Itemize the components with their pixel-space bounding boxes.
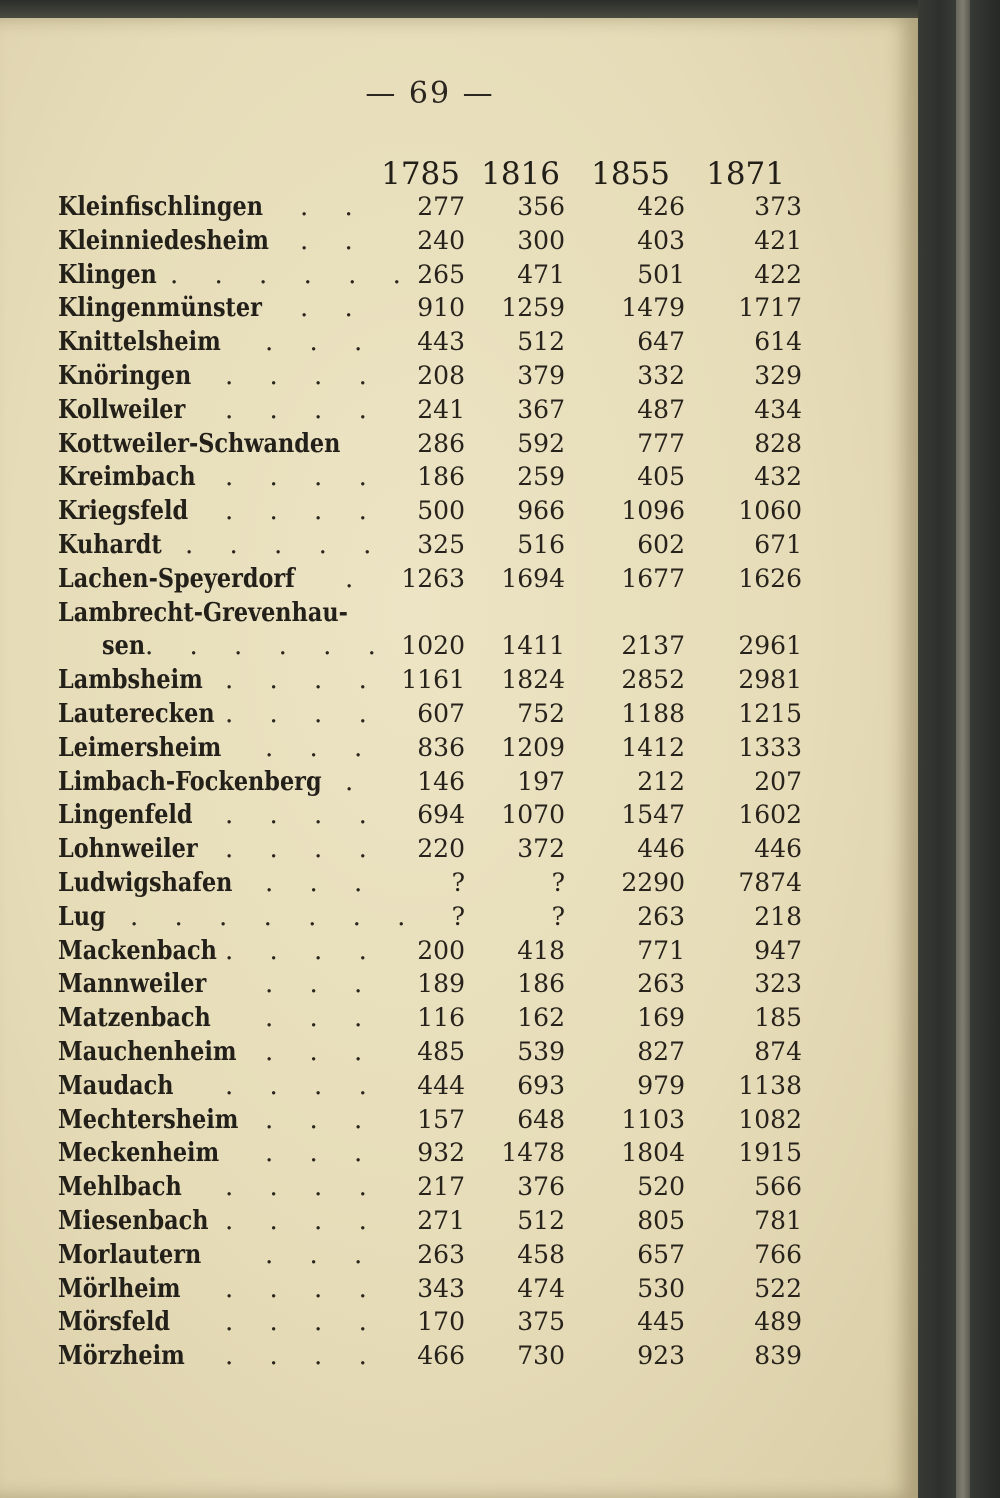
population-value-1785: 271 xyxy=(417,1205,465,1235)
table-row xyxy=(0,1001,918,1035)
population-value-1816: 512 xyxy=(517,327,565,357)
population-value-1785: 277 xyxy=(417,192,465,221)
place-name: Maudach xyxy=(58,1070,174,1101)
population-value-1816: 375 xyxy=(517,1307,565,1337)
place-name: Matzenbach xyxy=(58,1003,211,1034)
population-value-1855: 979 xyxy=(637,1070,685,1100)
dot-leader: . . . . xyxy=(225,935,381,966)
dot-leader: . . . xyxy=(265,1138,377,1169)
dot-leader: . . . . xyxy=(225,1307,381,1338)
population-value-1871: 766 xyxy=(754,1239,802,1269)
population-value-1785: 157 xyxy=(417,1104,465,1134)
dot-leader: . xyxy=(345,766,368,797)
population-value-1855: 923 xyxy=(637,1341,685,1371)
table-row xyxy=(0,427,918,461)
table-row xyxy=(0,697,918,731)
population-value-1855: 1096 xyxy=(621,496,685,526)
dot-leader: . . . . . xyxy=(185,529,386,560)
population-value-1871: 947 xyxy=(754,935,802,965)
place-name: Mehlbach xyxy=(58,1172,182,1203)
population-value-1816: 458 xyxy=(517,1239,565,1269)
place-name: Ludwigshafen xyxy=(58,867,233,898)
population-value-1816: 592 xyxy=(517,428,565,458)
population-value-1785: 910 xyxy=(417,293,465,323)
population-value-1816: 418 xyxy=(517,935,565,965)
place-name: Knöringen xyxy=(58,360,192,391)
dot-leader: . . xyxy=(300,293,367,324)
population-value-1855: 263 xyxy=(637,901,685,931)
place-name: Mörsfeld xyxy=(58,1307,171,1338)
dot-leader: . . xyxy=(300,225,367,256)
population-value-1785: 694 xyxy=(417,800,465,830)
population-value-1855: 1547 xyxy=(621,800,685,830)
table-row xyxy=(0,1204,918,1238)
population-value-1871: 1215 xyxy=(738,698,802,728)
place-name: Kollweiler xyxy=(58,394,186,425)
population-value-1855: 647 xyxy=(637,327,685,357)
population-value-1816: 1209 xyxy=(501,732,565,762)
place-name: Lambrecht-Grevenhau- xyxy=(58,597,348,628)
population-value-1785: 1263 xyxy=(401,563,465,593)
dot-leader: . . . xyxy=(265,1036,377,1067)
population-value-1871: 434 xyxy=(754,394,802,424)
population-value-1855: 602 xyxy=(637,529,685,559)
population-value-1855: 827 xyxy=(637,1036,685,1066)
population-value-1785: 189 xyxy=(417,969,465,999)
population-value-1816: 1694 xyxy=(501,563,565,593)
place-name: Miesenbach xyxy=(58,1205,209,1236)
population-value-1855: 426 xyxy=(637,192,685,221)
place-name: sen xyxy=(102,631,146,662)
population-value-1871: 1333 xyxy=(738,732,802,762)
population-value-1855: 771 xyxy=(637,935,685,965)
place-name: Lug xyxy=(58,901,106,932)
population-value-1816: 186 xyxy=(517,969,565,999)
population-value-1855: 1479 xyxy=(621,293,685,323)
population-value-1855: 212 xyxy=(637,766,685,796)
population-value-1855: 169 xyxy=(637,1003,685,1033)
place-name: Lingenfeld xyxy=(58,800,193,831)
dot-leader: . . . . xyxy=(225,360,381,391)
place-name: Klingen xyxy=(58,259,157,290)
table-row xyxy=(0,1272,918,1306)
population-value-1855: 501 xyxy=(637,259,685,289)
dot-leader: . . . . xyxy=(225,665,381,696)
population-value-1871: 828 xyxy=(754,428,802,458)
population-value-1785: 343 xyxy=(417,1273,465,1303)
dot-leader: . . . . xyxy=(225,1273,381,1304)
population-value-1816: 648 xyxy=(517,1104,565,1134)
population-value-1871: 489 xyxy=(754,1307,802,1337)
population-value-1871: 1915 xyxy=(738,1138,802,1168)
population-value-1785: 240 xyxy=(417,225,465,255)
place-name: Kleinniedesheim xyxy=(58,225,269,256)
table-row xyxy=(0,325,918,359)
population-value-1816: 1070 xyxy=(501,800,565,830)
population-value-1871: 2961 xyxy=(738,631,802,661)
population-value-1871: 522 xyxy=(754,1273,802,1303)
table-row xyxy=(0,663,918,697)
population-value-1816: 162 xyxy=(517,1003,565,1033)
population-value-1785: ? xyxy=(451,867,465,897)
table-row xyxy=(0,190,918,224)
population-value-1871: 1602 xyxy=(738,800,802,830)
place-name: Mörzheim xyxy=(58,1341,185,1372)
table-row xyxy=(0,967,918,1001)
place-name: Mackenbach xyxy=(58,935,217,966)
population-value-1785: 170 xyxy=(417,1307,465,1337)
population-value-1785: 116 xyxy=(417,1003,465,1033)
population-value-1855: 530 xyxy=(637,1273,685,1303)
dot-leader: . . . . xyxy=(225,800,381,831)
table-row xyxy=(0,596,918,630)
population-value-1816: 376 xyxy=(517,1172,565,1202)
table-row xyxy=(0,224,918,258)
table-row xyxy=(0,460,918,494)
place-name: Knittelsheim xyxy=(58,327,221,358)
population-value-1871: 323 xyxy=(754,969,802,999)
dot-leader: . . . xyxy=(265,1003,377,1034)
population-value-1855: 445 xyxy=(637,1307,685,1337)
binding-edge xyxy=(956,0,970,1498)
population-value-1871: 1626 xyxy=(738,563,802,593)
population-value-1816: 367 xyxy=(517,394,565,424)
population-value-1816: 259 xyxy=(517,462,565,492)
book-page xyxy=(0,18,918,1498)
table-row xyxy=(0,562,918,596)
table-row xyxy=(0,1305,918,1339)
population-value-1855: 805 xyxy=(637,1205,685,1235)
population-value-1785: ? xyxy=(451,901,465,931)
place-name: Lohnweiler xyxy=(58,834,198,865)
population-value-1816: 474 xyxy=(517,1273,565,1303)
population-value-1855: 657 xyxy=(637,1239,685,1269)
population-value-1785: 443 xyxy=(417,327,465,357)
population-value-1871: 614 xyxy=(754,327,802,357)
population-value-1871: 185 xyxy=(754,1003,802,1033)
year-header: 1855 xyxy=(591,156,670,192)
table-row xyxy=(0,934,918,968)
population-value-1816: 1824 xyxy=(501,665,565,695)
population-value-1785: 146 xyxy=(417,766,465,796)
table-row xyxy=(0,291,918,325)
population-value-1816: 539 xyxy=(517,1036,565,1066)
dot-leader: . xyxy=(345,563,368,594)
population-value-1785: 200 xyxy=(417,935,465,965)
dot-leader: . . . . xyxy=(225,1172,381,1203)
population-value-1816: 372 xyxy=(517,834,565,864)
population-value-1871: 781 xyxy=(754,1205,802,1235)
place-name: Mannweiler xyxy=(58,969,207,1000)
place-name: Mechtersheim xyxy=(58,1104,239,1135)
population-value-1855: 446 xyxy=(637,834,685,864)
population-value-1855: 520 xyxy=(637,1172,685,1202)
population-value-1785: 1161 xyxy=(401,665,465,695)
dot-leader: . . . . . . . xyxy=(130,901,420,932)
population-value-1785: 466 xyxy=(417,1341,465,1371)
year-header: 1785 xyxy=(381,156,460,192)
population-value-1785: 220 xyxy=(417,834,465,864)
dot-leader: . . . xyxy=(265,1239,377,1270)
population-value-1871: 7874 xyxy=(738,867,802,897)
population-value-1785: 241 xyxy=(417,394,465,424)
population-value-1871: 1717 xyxy=(738,293,802,323)
population-value-1785: 325 xyxy=(417,529,465,559)
population-value-1871: 2981 xyxy=(738,665,802,695)
table-row xyxy=(0,798,918,832)
population-value-1871: 432 xyxy=(754,462,802,492)
table-row xyxy=(0,528,918,562)
population-value-1785: 265 xyxy=(417,259,465,289)
population-value-1871: 207 xyxy=(754,766,802,796)
population-value-1816: 516 xyxy=(517,529,565,559)
population-value-1855: 403 xyxy=(637,225,685,255)
table-row xyxy=(0,629,918,663)
place-name: Lauterecken xyxy=(58,698,215,729)
table-row xyxy=(0,1339,918,1373)
dot-leader: . . . . xyxy=(225,1070,381,1101)
population-value-1785: 208 xyxy=(417,360,465,390)
place-name: Kleinfischlingen xyxy=(58,192,263,222)
population-value-1871: 1060 xyxy=(738,496,802,526)
place-name: Klingenmünster xyxy=(58,293,262,324)
place-name: Meckenheim xyxy=(58,1138,220,1169)
population-value-1855: 487 xyxy=(637,394,685,424)
population-value-1816: 1259 xyxy=(501,293,565,323)
dot-leader: . . . . . . xyxy=(145,631,390,662)
population-value-1855: 1412 xyxy=(621,732,685,762)
dot-leader: . . . xyxy=(265,1104,377,1135)
population-value-1871: 671 xyxy=(754,529,802,559)
population-value-1855: 1103 xyxy=(621,1104,685,1134)
population-value-1785: 286 xyxy=(417,428,465,458)
population-value-1855: 2852 xyxy=(621,665,685,695)
population-value-1855: 405 xyxy=(637,462,685,492)
dot-leader: . . . . xyxy=(225,462,381,493)
dot-leader: . . xyxy=(300,192,367,222)
dot-leader: . . . . xyxy=(225,834,381,865)
dot-leader: . . . . . . xyxy=(170,259,415,290)
table-row xyxy=(0,866,918,900)
population-value-1785: 500 xyxy=(417,496,465,526)
table-row xyxy=(0,494,918,528)
population-value-1871: 421 xyxy=(754,225,802,255)
table-row xyxy=(0,1238,918,1272)
population-value-1785: 485 xyxy=(417,1036,465,1066)
population-value-1816: 471 xyxy=(517,259,565,289)
population-value-1785: 217 xyxy=(417,1172,465,1202)
population-value-1816: 197 xyxy=(517,766,565,796)
table-row xyxy=(0,1035,918,1069)
population-value-1816: 693 xyxy=(517,1070,565,1100)
population-value-1816: ? xyxy=(551,901,565,931)
population-value-1816: 966 xyxy=(517,496,565,526)
population-value-1871: 373 xyxy=(754,192,802,221)
population-value-1871: 874 xyxy=(754,1036,802,1066)
year-header: 1871 xyxy=(706,156,785,192)
place-name: Kriegsfeld xyxy=(58,496,189,527)
population-value-1816: 379 xyxy=(517,360,565,390)
place-name: Kottweiler-Schwanden xyxy=(58,428,341,459)
dot-leader: . . . . xyxy=(225,496,381,527)
table-row xyxy=(0,1069,918,1103)
population-value-1871: 1138 xyxy=(738,1070,802,1100)
population-value-1785: 607 xyxy=(417,698,465,728)
population-value-1871: 329 xyxy=(754,360,802,390)
table-row xyxy=(0,765,918,799)
population-value-1816: 512 xyxy=(517,1205,565,1235)
population-value-1785: 1020 xyxy=(401,631,465,661)
place-name: Mörlheim xyxy=(58,1273,181,1304)
dot-leader: . . . . xyxy=(225,1341,381,1372)
population-value-1816: 730 xyxy=(517,1341,565,1371)
population-value-1816: 1411 xyxy=(501,631,565,661)
table-row xyxy=(0,731,918,765)
population-value-1816: 300 xyxy=(517,225,565,255)
population-value-1855: 332 xyxy=(637,360,685,390)
place-name: Lambsheim xyxy=(58,665,203,696)
population-value-1785: 186 xyxy=(417,462,465,492)
population-table xyxy=(0,190,918,1373)
place-name: Limbach-Fockenberg xyxy=(58,766,322,797)
place-name: Leimersheim xyxy=(58,732,222,763)
dot-leader: . . . xyxy=(265,867,377,898)
place-name: Morlautern xyxy=(58,1239,202,1270)
population-value-1871: 566 xyxy=(754,1172,802,1202)
population-value-1785: 444 xyxy=(417,1070,465,1100)
dot-leader: . . . . xyxy=(225,394,381,425)
population-value-1871: 422 xyxy=(754,259,802,289)
population-value-1816: 752 xyxy=(517,698,565,728)
table-row xyxy=(0,359,918,393)
population-value-1871: 218 xyxy=(754,901,802,931)
dot-leader: . . . . xyxy=(225,1205,381,1236)
population-value-1816: ? xyxy=(551,867,565,897)
population-value-1855: 2290 xyxy=(621,867,685,897)
dot-leader: . . . xyxy=(265,327,377,358)
population-value-1855: 2137 xyxy=(621,631,685,661)
place-name: Mauchenheim xyxy=(58,1036,237,1067)
page-number: — 69 — xyxy=(365,76,495,111)
population-value-1871: 1082 xyxy=(738,1104,802,1134)
table-row xyxy=(0,1170,918,1204)
population-value-1785: 263 xyxy=(417,1239,465,1269)
population-value-1785: 836 xyxy=(417,732,465,762)
place-name: Kuhardt xyxy=(58,529,162,560)
population-value-1855: 1804 xyxy=(621,1138,685,1168)
population-value-1855: 1188 xyxy=(621,698,685,728)
population-value-1871: 839 xyxy=(754,1341,802,1371)
population-value-1871: 446 xyxy=(754,834,802,864)
dot-leader: . . . . xyxy=(225,698,381,729)
year-header: 1816 xyxy=(481,156,560,192)
dot-leader: . . . xyxy=(265,969,377,1000)
table-row xyxy=(0,258,918,292)
table-row xyxy=(0,393,918,427)
population-value-1855: 1677 xyxy=(621,563,685,593)
place-name: Lachen-Speyerdorf xyxy=(58,563,295,594)
population-value-1855: 777 xyxy=(637,428,685,458)
table-row xyxy=(0,900,918,934)
place-name: Kreimbach xyxy=(58,462,196,493)
dot-leader: . . . xyxy=(265,732,377,763)
page-top-shadow xyxy=(0,0,918,18)
population-value-1816: 1478 xyxy=(501,1138,565,1168)
population-value-1816: 356 xyxy=(517,192,565,221)
table-row xyxy=(0,1103,918,1137)
table-row xyxy=(0,832,918,866)
table-row xyxy=(0,1136,918,1170)
population-value-1855: 263 xyxy=(637,969,685,999)
population-value-1785: 932 xyxy=(417,1138,465,1168)
